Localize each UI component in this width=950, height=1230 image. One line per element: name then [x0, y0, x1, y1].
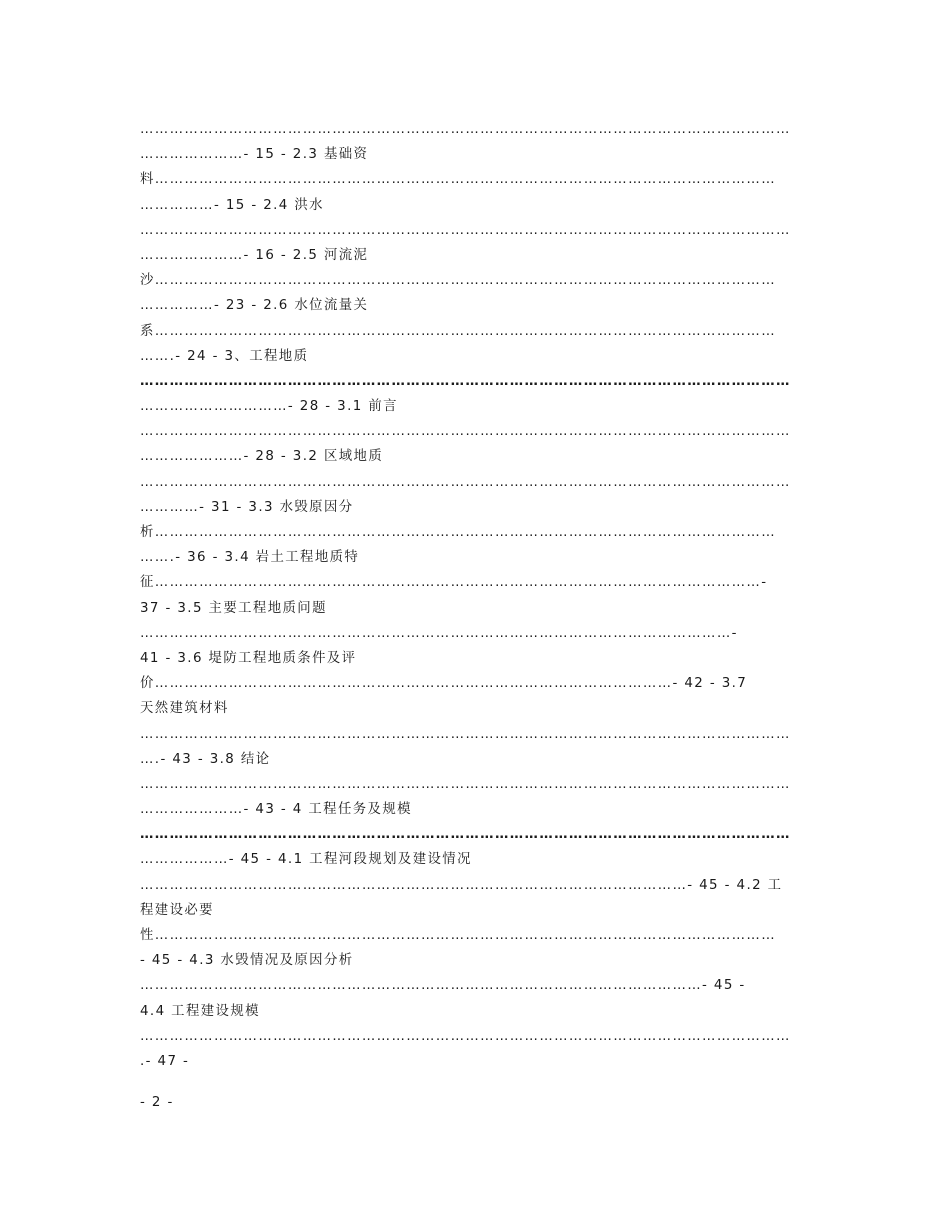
toc-line: …………………………………………………………………………………………………………………… [140, 726, 791, 742]
toc-line: …….- 24 - 3、工程地质 [140, 348, 309, 364]
toc-line: 征……………………………………………………………………………………………………………- [140, 575, 768, 591]
toc-line: …………………- 15 - 2.3 基础资 [140, 147, 369, 163]
toc-line: 沙……………………………………………………………………………………………………………… [140, 273, 776, 289]
toc-line: ….- 43 - 3.8 结论 [140, 751, 271, 767]
toc-line: …………………………………………………………………………………………………………………… [140, 222, 791, 238]
toc-line: …………………………………………………………………………………………………………………… [140, 1028, 791, 1044]
toc-line: …………………………………………………………………………………………………………………… [140, 424, 791, 440]
toc-line: 41 - 3.6 堤防工程地质条件及评 [140, 650, 357, 666]
toc-line: ……………- 23 - 2.6 水位流量关 [140, 298, 369, 314]
toc-line: 4.4 工程建设规模 [140, 1003, 260, 1019]
table-of-contents [140, 117, 810, 1074]
toc-line: …………………- 43 - 4 工程任务及规模 [140, 802, 412, 818]
toc-line: - 45 - 4.3 水毁情况及原因分析 [140, 953, 354, 969]
toc-line-bold: …………………………………………………………………………………………………………………… [140, 827, 791, 843]
toc-line-bold: …………………………………………………………………………………………………………………… [140, 373, 791, 389]
toc-line: 37 - 3.5 主要工程地质问题 [140, 600, 327, 616]
toc-line: …………………- 28 - 3.2 区域地质 [140, 449, 384, 465]
toc-line: …………………………………………………………………………………………………………………… [140, 474, 791, 490]
toc-line: 析……………………………………………………………………………………………………………… [140, 525, 776, 540]
toc-line: …………………………………………………………………………………………………………………… [140, 122, 791, 137]
toc-line: …………………………………………………………………………………………………………- [140, 625, 738, 641]
toc-line: …………………………- 28 - 3.1 前言 [140, 399, 398, 415]
toc-line: 价……………………………………………………………………………………………- 42 - 3.7 [140, 676, 748, 692]
toc-line: …….- 36 - 3.4 岩土工程地质特 [140, 550, 360, 566]
toc-line: 料……………………………………………………………………………………………………………… [140, 172, 776, 188]
toc-line: 性……………………………………………………………………………………………………………… [140, 928, 776, 943]
page-number: - 2 - [140, 1095, 174, 1110]
toc-line: 天然建筑材料 [140, 701, 229, 717]
toc-line: ………………- 45 - 4.1 工程河段规划及建设情况 [140, 852, 472, 868]
toc-line: …………………………………………………………………………………………………- 45 - 4.2 工 [140, 877, 783, 893]
toc-line: .- 47 - [140, 1053, 190, 1069]
toc-line: 程建设必要 [140, 902, 214, 918]
toc-line: …………………- 16 - 2.5 河流泥 [140, 247, 369, 263]
toc-line: ……………- 15 - 2.4 洪水 [140, 197, 324, 213]
toc-line: …………………………………………………………………………………………………………………… [140, 776, 791, 792]
toc-line: 系……………………………………………………………………………………………………………… [140, 323, 776, 339]
toc-line: ……………………………………………………………………………………………………- 45 - [140, 978, 746, 994]
toc-line: …………- 31 - 3.3 水毁原因分 [140, 499, 354, 515]
